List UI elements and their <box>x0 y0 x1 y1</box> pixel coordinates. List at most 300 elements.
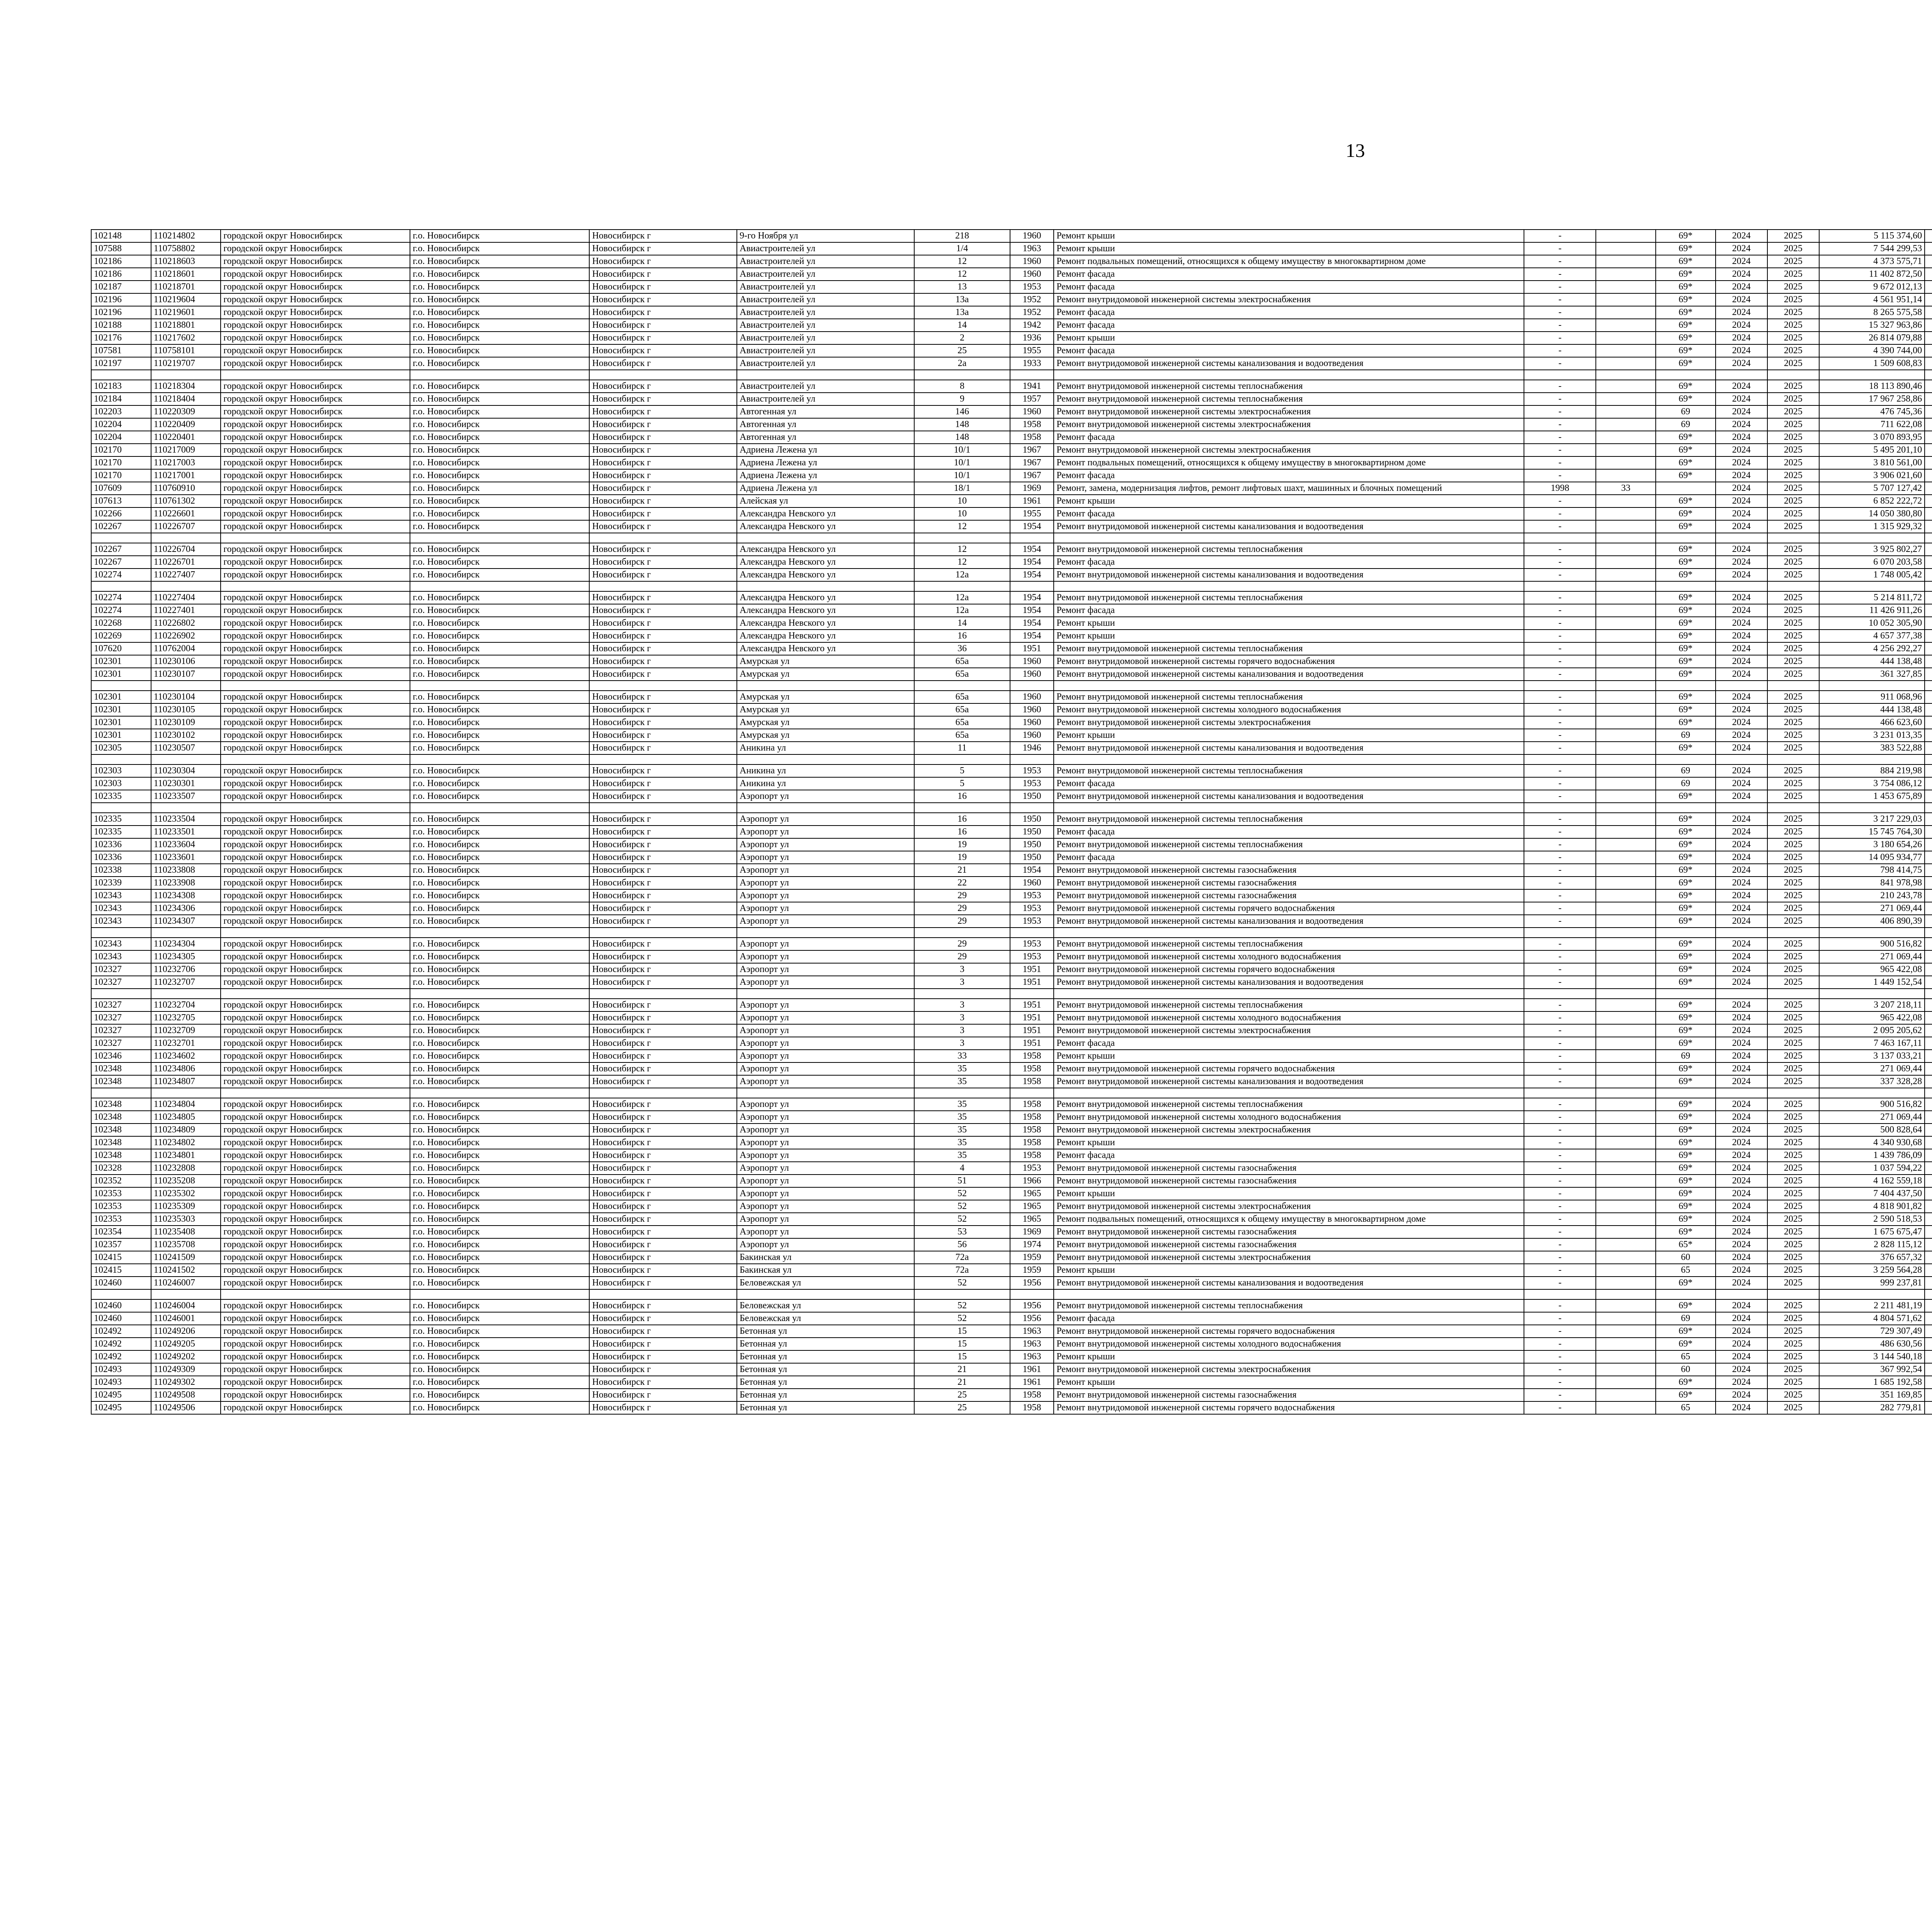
cell-plan-year-start: 2024 <box>1716 729 1767 742</box>
cell-settlement-type: г.о. Новосибирск <box>410 543 589 556</box>
cell-total-cost: 1 439 786,09 <box>1819 1149 1925 1162</box>
cell-locality: Новосибирск г <box>589 1175 737 1187</box>
cell-build-year: 1953 <box>1010 764 1054 777</box>
cell-build-year: 1954 <box>1010 617 1054 630</box>
cell-house-id: 102493 <box>91 1363 151 1376</box>
cell-build-year: 1942 <box>1010 319 1054 332</box>
cell-work-type: Ремонт внутридомовой инженерной системы газоснабжения <box>1054 864 1524 877</box>
cell-work-id: 110234602 <box>151 1050 221 1062</box>
cell-fund-cost <box>1925 703 1932 716</box>
cell-plan-year-start <box>1716 681 1767 691</box>
cell-plan-year-start: 2024 <box>1716 1062 1767 1075</box>
cell-wear-percent: 69* <box>1656 444 1716 456</box>
cell-plan-year-start: 2024 <box>1716 1187 1767 1200</box>
cell-plan-year-end: 2025 <box>1767 703 1819 716</box>
cell-municipal-district: городской округ Новосибирск <box>221 889 410 902</box>
cell-elevator-year <box>1524 1289 1596 1299</box>
cell-settlement-type: г.о. Новосибирск <box>410 617 589 630</box>
cell-fund-cost <box>1925 230 1932 242</box>
cell-total-cost: 965 422,08 <box>1819 1011 1925 1024</box>
cell-wear-percent <box>1656 533 1716 543</box>
cell-build-year: 1950 <box>1010 851 1054 864</box>
cell-house-number: 3 <box>914 963 1010 976</box>
cell-settlement-type: г.о. Новосибирск <box>410 1299 589 1312</box>
cell-total-cost: 7 463 167,11 <box>1819 1037 1925 1050</box>
cell-municipal-district: городской округ Новосибирск <box>221 790 410 803</box>
cell-house-number: 52 <box>914 1200 1010 1213</box>
cell-locality: Новосибирск г <box>589 1149 737 1162</box>
cell-house-number: 12 <box>914 556 1010 569</box>
cell-locality <box>589 1289 737 1299</box>
cell-settlement-type <box>410 754 589 764</box>
table-row <box>91 495 1932 507</box>
cell-work-type: Ремонт внутридомовой инженерной системы канализования и водоотведения <box>1054 668 1524 681</box>
cell-fund-cost <box>1925 405 1932 418</box>
cell-plan-year-start: 2024 <box>1716 915 1767 928</box>
cell-total-cost: 3 925 802,27 <box>1819 543 1925 556</box>
cell-house-id: 102495 <box>91 1401 151 1414</box>
cell-fund-cost <box>1925 581 1932 591</box>
cell-locality: Новосибирск г <box>589 617 737 630</box>
cell-street: Бетонная ул <box>737 1376 914 1389</box>
cell-house-number: 13а <box>914 306 1010 319</box>
cell-work-type: Ремонт внутридомовой инженерной системы электроснабжения <box>1054 1251 1524 1264</box>
cell-fund-cost <box>1925 1011 1932 1024</box>
cell-street: Авиастроителей ул <box>737 344 914 357</box>
cell-plan-year-end: 2025 <box>1767 1075 1819 1088</box>
cell-locality: Новосибирск г <box>589 902 737 915</box>
cell-total-cost <box>1819 581 1925 591</box>
cell-work-type: Ремонт крыши <box>1054 1136 1524 1149</box>
cell-plan-year-end: 2025 <box>1767 1050 1819 1062</box>
cell-work-id: 110234804 <box>151 1098 221 1111</box>
cell-elevator-term <box>1596 456 1656 469</box>
cell-municipal-district <box>221 533 410 543</box>
cell-locality: Новосибирск г <box>589 877 737 889</box>
cell-work-id: 110220401 <box>151 431 221 444</box>
cell-house-number: 1/4 <box>914 242 1010 255</box>
cell-street: Аэропорт ул <box>737 950 914 963</box>
cell-house-number <box>914 370 1010 380</box>
cell-locality: Новосибирск г <box>589 444 737 456</box>
cell-work-type: Ремонт внутридомовой инженерной системы теплоснабжения <box>1054 838 1524 851</box>
cell-wear-percent: 69* <box>1656 703 1716 716</box>
cell-settlement-type <box>410 533 589 543</box>
cell-house-id: 102274 <box>91 569 151 581</box>
cell-house-id: 102335 <box>91 790 151 803</box>
cell-elevator-year <box>1524 928 1596 938</box>
cell-work-type: Ремонт фасада <box>1054 1312 1524 1325</box>
cell-locality: Новосибирск г <box>589 604 737 617</box>
cell-work-id: 110232706 <box>151 963 221 976</box>
cell-work-id: 110219601 <box>151 306 221 319</box>
cell-elevator-term <box>1596 754 1656 764</box>
cell-total-cost: 2 590 518,53 <box>1819 1213 1925 1226</box>
cell-street: Автогенная ул <box>737 418 914 431</box>
cell-locality <box>589 370 737 380</box>
cell-elevator-term <box>1596 1050 1656 1062</box>
cell-settlement-type: г.о. Новосибирск <box>410 1325 589 1338</box>
cell-elevator-year: - <box>1524 293 1596 306</box>
cell-total-cost: 3 180 654,26 <box>1819 838 1925 851</box>
cell-plan-year-end: 2025 <box>1767 380 1819 393</box>
cell-municipal-district: городской округ Новосибирск <box>221 1050 410 1062</box>
cell-municipal-district <box>221 1289 410 1299</box>
cell-street: Аэропорт ул <box>737 1238 914 1251</box>
table-row <box>91 319 1932 332</box>
cell-total-cost: 10 052 305,90 <box>1819 617 1925 630</box>
cell-total-cost <box>1819 1088 1925 1098</box>
cell-street: Александра Невского ул <box>737 617 914 630</box>
table-row <box>91 1251 1932 1264</box>
cell-work-id: 110249506 <box>151 1401 221 1414</box>
cell-plan-year-start: 2024 <box>1716 764 1767 777</box>
cell-settlement-type: г.о. Новосибирск <box>410 319 589 332</box>
cell-house-number <box>914 533 1010 543</box>
cell-work-id: 110230109 <box>151 716 221 729</box>
cell-plan-year-end: 2025 <box>1767 790 1819 803</box>
cell-plan-year-start: 2024 <box>1716 777 1767 790</box>
cell-elevator-year: - <box>1524 729 1596 742</box>
cell-total-cost: 900 516,82 <box>1819 1098 1925 1111</box>
cell-house-number: 25 <box>914 344 1010 357</box>
table-row-blank <box>91 533 1932 543</box>
cell-build-year: 1967 <box>1010 469 1054 482</box>
cell-build-year: 1954 <box>1010 556 1054 569</box>
cell-elevator-year: - <box>1524 1200 1596 1213</box>
cell-plan-year-end: 2025 <box>1767 1226 1819 1238</box>
cell-work-id: 110219707 <box>151 357 221 370</box>
cell-work-id: 110249206 <box>151 1325 221 1338</box>
cell-locality: Новосибирск г <box>589 1213 737 1226</box>
cell-work-id <box>151 1289 221 1299</box>
cell-elevator-term <box>1596 1277 1656 1289</box>
cell-house-number: 3 <box>914 1024 1010 1037</box>
cell-plan-year-end: 2025 <box>1767 1111 1819 1124</box>
cell-wear-percent: 60 <box>1656 1363 1716 1376</box>
cell-work-type <box>1054 928 1524 938</box>
cell-total-cost: 884 219,98 <box>1819 764 1925 777</box>
cell-house-number: 148 <box>914 418 1010 431</box>
cell-plan-year-end: 2025 <box>1767 777 1819 790</box>
cell-plan-year-end: 2025 <box>1767 1376 1819 1389</box>
cell-wear-percent: 69* <box>1656 1062 1716 1075</box>
cell-build-year: 1969 <box>1010 1226 1054 1238</box>
cell-locality: Новосибирск г <box>589 1350 737 1363</box>
cell-settlement-type: г.о. Новосибирск <box>410 938 589 950</box>
cell-locality: Новосибирск г <box>589 950 737 963</box>
cell-elevator-year: - <box>1524 764 1596 777</box>
cell-house-id: 102343 <box>91 902 151 915</box>
cell-plan-year-start: 2024 <box>1716 604 1767 617</box>
cell-street: Бакинская ул <box>737 1251 914 1264</box>
cell-build-year: 1952 <box>1010 306 1054 319</box>
cell-street: Аэропорт ул <box>737 963 914 976</box>
cell-municipal-district: городской округ Новосибирск <box>221 950 410 963</box>
cell-plan-year-start: 2024 <box>1716 976 1767 989</box>
cell-total-cost: 3 144 540,18 <box>1819 1350 1925 1363</box>
cell-street: Амурская ул <box>737 729 914 742</box>
cell-build-year: 1957 <box>1010 393 1054 405</box>
cell-work-type <box>1054 681 1524 691</box>
cell-wear-percent: 69* <box>1656 838 1716 851</box>
table-row <box>91 1149 1932 1162</box>
cell-municipal-district: городской округ Новосибирск <box>221 716 410 729</box>
cell-street: Аэропорт ул <box>737 889 914 902</box>
cell-elevator-year: - <box>1524 556 1596 569</box>
table-row <box>91 838 1932 851</box>
cell-total-cost: 5 495 201,10 <box>1819 444 1925 456</box>
cell-plan-year-end: 2025 <box>1767 495 1819 507</box>
cell-house-id: 102327 <box>91 1024 151 1037</box>
cell-work-id <box>151 928 221 938</box>
cell-elevator-year: - <box>1524 1312 1596 1325</box>
cell-total-cost <box>1819 803 1925 813</box>
cell-street: Аникина ул <box>737 764 914 777</box>
cell-work-id: 110233601 <box>151 851 221 864</box>
cell-elevator-term <box>1596 591 1656 604</box>
cell-municipal-district: городской округ Новосибирск <box>221 591 410 604</box>
cell-house-id: 107613 <box>91 495 151 507</box>
cell-build-year: 1953 <box>1010 902 1054 915</box>
cell-locality: Новосибирск г <box>589 838 737 851</box>
cell-house-number: 14 <box>914 617 1010 630</box>
cell-locality: Новосибирск г <box>589 716 737 729</box>
cell-elevator-term <box>1596 790 1656 803</box>
cell-house-id: 102301 <box>91 691 151 703</box>
cell-elevator-year: - <box>1524 703 1596 716</box>
cell-elevator-year: - <box>1524 851 1596 864</box>
cell-fund-cost <box>1925 999 1932 1011</box>
cell-total-cost: 3 217 229,03 <box>1819 813 1925 826</box>
cell-work-type: Ремонт внутридомовой инженерной системы канализования и водоотведения <box>1054 569 1524 581</box>
cell-work-id: 110241509 <box>151 1251 221 1264</box>
cell-plan-year-end: 2025 <box>1767 1136 1819 1149</box>
cell-house-number: 146 <box>914 405 1010 418</box>
cell-build-year: 1958 <box>1010 1124 1054 1136</box>
capital-repair-table <box>91 229 1932 1415</box>
cell-wear-percent: 69* <box>1656 999 1716 1011</box>
cell-street: Бетонная ул <box>737 1350 914 1363</box>
cell-wear-percent: 69 <box>1656 405 1716 418</box>
cell-elevator-term <box>1596 617 1656 630</box>
cell-settlement-type: г.о. Новосибирск <box>410 332 589 344</box>
cell-municipal-district <box>221 928 410 938</box>
table-row <box>91 1325 1932 1338</box>
cell-settlement-type: г.о. Новосибирск <box>410 393 589 405</box>
cell-elevator-term <box>1596 976 1656 989</box>
cell-settlement-type: г.о. Новосибирск <box>410 591 589 604</box>
cell-house-id: 102186 <box>91 268 151 281</box>
cell-fund-cost <box>1925 1277 1932 1289</box>
cell-work-id: 110234802 <box>151 1136 221 1149</box>
cell-locality: Новосибирск г <box>589 1226 737 1238</box>
cell-fund-cost <box>1925 543 1932 556</box>
table-row <box>91 591 1932 604</box>
cell-house-id: 102148 <box>91 230 151 242</box>
cell-total-cost: 4 657 377,38 <box>1819 630 1925 642</box>
cell-plan-year-start: 2024 <box>1716 1363 1767 1376</box>
table-row <box>91 268 1932 281</box>
cell-plan-year-end: 2025 <box>1767 1187 1819 1200</box>
cell-plan-year-end: 2025 <box>1767 569 1819 581</box>
cell-settlement-type <box>410 370 589 380</box>
cell-settlement-type: г.о. Новосибирск <box>410 1162 589 1175</box>
cell-municipal-district: городской округ Новосибирск <box>221 729 410 742</box>
cell-build-year: 1954 <box>1010 569 1054 581</box>
cell-house-number: 52 <box>914 1299 1010 1312</box>
cell-work-type: Ремонт крыши <box>1054 242 1524 255</box>
cell-elevator-year <box>1524 533 1596 543</box>
cell-plan-year-start: 2024 <box>1716 380 1767 393</box>
cell-total-cost: 3 810 561,00 <box>1819 456 1925 469</box>
cell-elevator-year: - <box>1524 456 1596 469</box>
cell-build-year: 1960 <box>1010 703 1054 716</box>
cell-settlement-type: г.о. Новосибирск <box>410 1149 589 1162</box>
cell-municipal-district: городской округ Новосибирск <box>221 864 410 877</box>
cell-total-cost: 271 069,44 <box>1819 1062 1925 1075</box>
cell-wear-percent: 69* <box>1656 520 1716 533</box>
cell-fund-cost <box>1925 1124 1932 1136</box>
cell-work-id: 110214802 <box>151 230 221 242</box>
cell-fund-cost <box>1925 1376 1932 1389</box>
cell-work-type: Ремонт фасада <box>1054 556 1524 569</box>
cell-elevator-term <box>1596 1098 1656 1111</box>
cell-locality: Новосибирск г <box>589 777 737 790</box>
cell-settlement-type: г.о. Новосибирск <box>410 764 589 777</box>
cell-elevator-year: - <box>1524 1124 1596 1136</box>
cell-work-id: 110233908 <box>151 877 221 889</box>
cell-elevator-year: - <box>1524 655 1596 668</box>
cell-locality: Новосибирск г <box>589 1312 737 1325</box>
cell-house-number: 21 <box>914 1376 1010 1389</box>
cell-work-type: Ремонт внутридомовой инженерной системы газоснабжения <box>1054 1389 1524 1401</box>
cell-elevator-year <box>1524 1088 1596 1098</box>
cell-house-number: 52 <box>914 1213 1010 1226</box>
cell-build-year: 1954 <box>1010 520 1054 533</box>
table-row <box>91 281 1932 293</box>
cell-plan-year-start: 2024 <box>1716 1111 1767 1124</box>
cell-fund-cost <box>1925 1389 1932 1401</box>
cell-plan-year-start: 2024 <box>1716 1175 1767 1187</box>
cell-municipal-district: городской округ Новосибирск <box>221 332 410 344</box>
cell-elevator-term <box>1596 630 1656 642</box>
cell-elevator-year: - <box>1524 604 1596 617</box>
table-row <box>91 1389 1932 1401</box>
cell-plan-year-end: 2025 <box>1767 864 1819 877</box>
cell-house-number: 5 <box>914 777 1010 790</box>
cell-municipal-district: городской округ Новосибирск <box>221 293 410 306</box>
cell-total-cost: 14 050 380,80 <box>1819 507 1925 520</box>
cell-house-id: 102353 <box>91 1187 151 1200</box>
cell-plan-year-end: 2025 <box>1767 950 1819 963</box>
cell-elevator-year: - <box>1524 838 1596 851</box>
cell-locality: Новосибирск г <box>589 1024 737 1037</box>
cell-municipal-district: городской округ Новосибирск <box>221 938 410 950</box>
cell-fund-cost <box>1925 520 1932 533</box>
cell-municipal-district: городской округ Новосибирск <box>221 344 410 357</box>
cell-elevator-term <box>1596 668 1656 681</box>
cell-house-id: 102176 <box>91 332 151 344</box>
cell-house-number: 12а <box>914 591 1010 604</box>
cell-work-type <box>1054 370 1524 380</box>
cell-work-id: 110235309 <box>151 1200 221 1213</box>
cell-elevator-term <box>1596 1075 1656 1088</box>
cell-house-id: 102348 <box>91 1075 151 1088</box>
cell-total-cost: 4 561 951,14 <box>1819 293 1925 306</box>
cell-plan-year-start: 2024 <box>1716 319 1767 332</box>
cell-plan-year-start: 2024 <box>1716 1251 1767 1264</box>
cell-plan-year-end <box>1767 533 1819 543</box>
cell-work-type: Ремонт внутридомовой инженерной системы холодного водоснабжения <box>1054 950 1524 963</box>
cell-work-id: 110235208 <box>151 1175 221 1187</box>
cell-elevator-term <box>1596 495 1656 507</box>
cell-work-type: Ремонт внутридомовой инженерной системы горячего водоснабжения <box>1054 1062 1524 1075</box>
cell-wear-percent: 69* <box>1656 1124 1716 1136</box>
cell-elevator-year: - <box>1524 344 1596 357</box>
cell-elevator-year: - <box>1524 1050 1596 1062</box>
cell-house-id: 102335 <box>91 826 151 838</box>
table-row <box>91 230 1932 242</box>
cell-municipal-district: городской округ Новосибирск <box>221 1098 410 1111</box>
cell-house-number: 13 <box>914 281 1010 293</box>
cell-street: Адриена Лежена ул <box>737 444 914 456</box>
cell-municipal-district: городской округ Новосибирск <box>221 1376 410 1389</box>
cell-street: Александра Невского ул <box>737 642 914 655</box>
cell-street: Аникина ул <box>737 777 914 790</box>
cell-wear-percent: 69* <box>1656 1024 1716 1037</box>
table-row <box>91 344 1932 357</box>
cell-locality: Новосибирск г <box>589 915 737 928</box>
cell-plan-year-start: 2024 <box>1716 1136 1767 1149</box>
cell-house-number: 22 <box>914 877 1010 889</box>
cell-locality: Новосибирск г <box>589 655 737 668</box>
cell-plan-year-end: 2025 <box>1767 1312 1819 1325</box>
cell-house-number: 12а <box>914 604 1010 617</box>
cell-municipal-district: городской округ Новосибирск <box>221 691 410 703</box>
cell-fund-cost <box>1925 889 1932 902</box>
cell-elevator-year: - <box>1524 1062 1596 1075</box>
cell-settlement-type: г.о. Новосибирск <box>410 777 589 790</box>
cell-plan-year-end: 2025 <box>1767 1200 1819 1213</box>
cell-municipal-district: городской округ Новосибирск <box>221 617 410 630</box>
cell-settlement-type: г.о. Новосибирск <box>410 357 589 370</box>
cell-locality: Новосибирск г <box>589 1075 737 1088</box>
cell-house-number: 33 <box>914 1050 1010 1062</box>
cell-work-id: 110234308 <box>151 889 221 902</box>
table-row <box>91 1011 1932 1024</box>
cell-plan-year-start <box>1716 1088 1767 1098</box>
cell-elevator-year: - <box>1524 393 1596 405</box>
table-row-blank <box>91 1088 1932 1098</box>
cell-elevator-year: - <box>1524 569 1596 581</box>
cell-elevator-term <box>1596 543 1656 556</box>
cell-work-id: 110226601 <box>151 507 221 520</box>
cell-elevator-term <box>1596 1226 1656 1238</box>
cell-build-year: 1953 <box>1010 281 1054 293</box>
table-row <box>91 431 1932 444</box>
table-row <box>91 877 1932 889</box>
cell-fund-cost <box>1925 617 1932 630</box>
table-row <box>91 1401 1932 1414</box>
cell-wear-percent: 69* <box>1656 1299 1716 1312</box>
cell-plan-year-end: 2025 <box>1767 877 1819 889</box>
cell-total-cost: 11 426 911,26 <box>1819 604 1925 617</box>
cell-plan-year-start: 2024 <box>1716 1350 1767 1363</box>
cell-wear-percent: 69* <box>1656 1213 1716 1226</box>
cell-wear-percent: 69 <box>1656 1050 1716 1062</box>
cell-build-year <box>1010 370 1054 380</box>
